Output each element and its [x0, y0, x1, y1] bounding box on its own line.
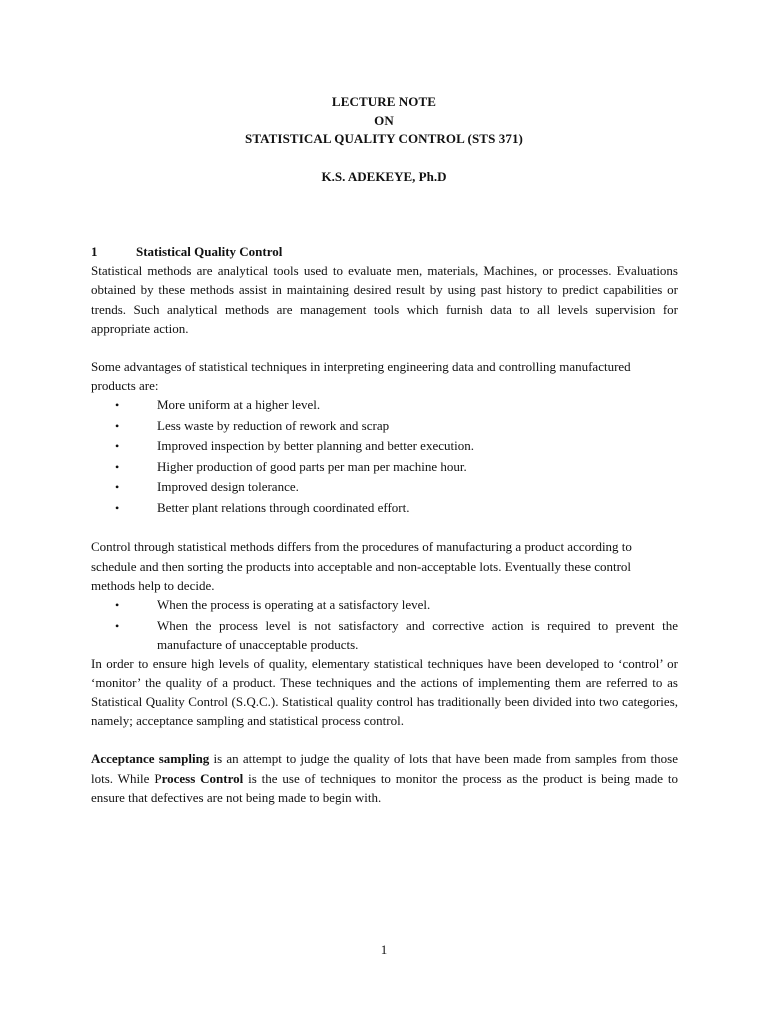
document-title	[0, 93, 768, 149]
sampling-text-1: is an attempt to judge the quality of lots that have been made from samples from those lots. While P	[91, 751, 678, 786]
sampling-text-2: is the use of techniques to monitor the process as the product is being made to ensure that defectives are not being made to begin with.	[91, 770, 679, 805]
section-heading	[91, 242, 678, 261]
bullet-icon: •	[115, 598, 120, 613]
section-number: 1	[91, 244, 98, 259]
list-item	[91, 498, 678, 519]
list-item	[91, 436, 678, 457]
list-item	[91, 416, 678, 437]
bullet-icon: •	[115, 618, 120, 633]
list-item	[91, 616, 678, 654]
list-item	[91, 457, 678, 478]
bullet-icon: •	[115, 418, 120, 433]
bullet-icon: •	[115, 398, 120, 413]
intro-paragraph: Statistical methods are analytical tools used to evaluate men, materials, Machines, or processes. Evaluations obtained by these methods assist in maintaining desired result by using past history to predict capabilities or trends. Such analytical methods are management tools which furnish data to all levels supervision for appropriate action.	[91, 263, 678, 336]
list-item-text: Improved inspection by better planning and better execution.	[157, 438, 474, 454]
section-title: Statistical Quality Control	[136, 244, 283, 259]
sampling-paragraph	[91, 749, 678, 807]
advantages-intro-paragraph: Some advantages of statistical techniques in interpreting engineering data and controlling manufactured products are:	[91, 359, 631, 394]
bullet-icon: •	[115, 480, 120, 495]
control-intro-paragraph: Control through statistical methods differs from the procedures of manufacturing a product according to schedule and then sorting the products into acceptable and non-acceptable lots. Eventually these control methods help to decide.	[91, 539, 632, 593]
title-line-3: STATISTICAL QUALITY CONTROL (STS 371)	[245, 131, 523, 146]
bullet-icon: •	[115, 439, 120, 454]
list-item	[91, 477, 678, 498]
list-item-text: Less waste by reduction of rework and scrap	[157, 417, 390, 433]
list-item-text: More uniform at a higher level.	[157, 397, 321, 413]
document-body	[91, 242, 678, 807]
list-item-text: Higher production of good parts per man per machine hour.	[157, 458, 467, 474]
list-item	[91, 395, 678, 416]
acceptance-sampling-term: Acceptance sampling	[91, 751, 210, 767]
list-item-text: When the process is operating at a satisfactory level.	[157, 597, 431, 613]
decisions-list	[91, 595, 678, 654]
title-line-1: LECTURE NOTE	[331, 94, 437, 109]
author-name: K.S. ADEKEYE, Ph.D	[321, 169, 447, 184]
bullet-icon: •	[115, 459, 120, 474]
advantages-list	[91, 395, 678, 518]
sqc-paragraph: In order to ensure high levels of quality, elementary statistical techniques have been developed to ‘control’ or ‘monitor’ the quality of a product. These techniques and the actions of implementing them are referred to as Statistical Quality Control (S.Q.C.). Statistical quality control has traditionally been divided into two categories, namely; acceptance sampling and statistical process control.	[91, 655, 678, 729]
list-item-text: Better plant relations through coordinated effort.	[157, 499, 410, 515]
process-control-term: rocess Control	[161, 770, 244, 786]
list-item-text: When the process level is not satisfactory and corrective action is required to prevent the manufacture of unacceptable products.	[157, 617, 678, 652]
list-item	[91, 595, 678, 616]
title-line-2: ON	[374, 112, 394, 128]
list-item-text: Improved design tolerance.	[157, 479, 299, 495]
bullet-icon: •	[115, 500, 120, 515]
page-number: 1	[380, 942, 388, 957]
